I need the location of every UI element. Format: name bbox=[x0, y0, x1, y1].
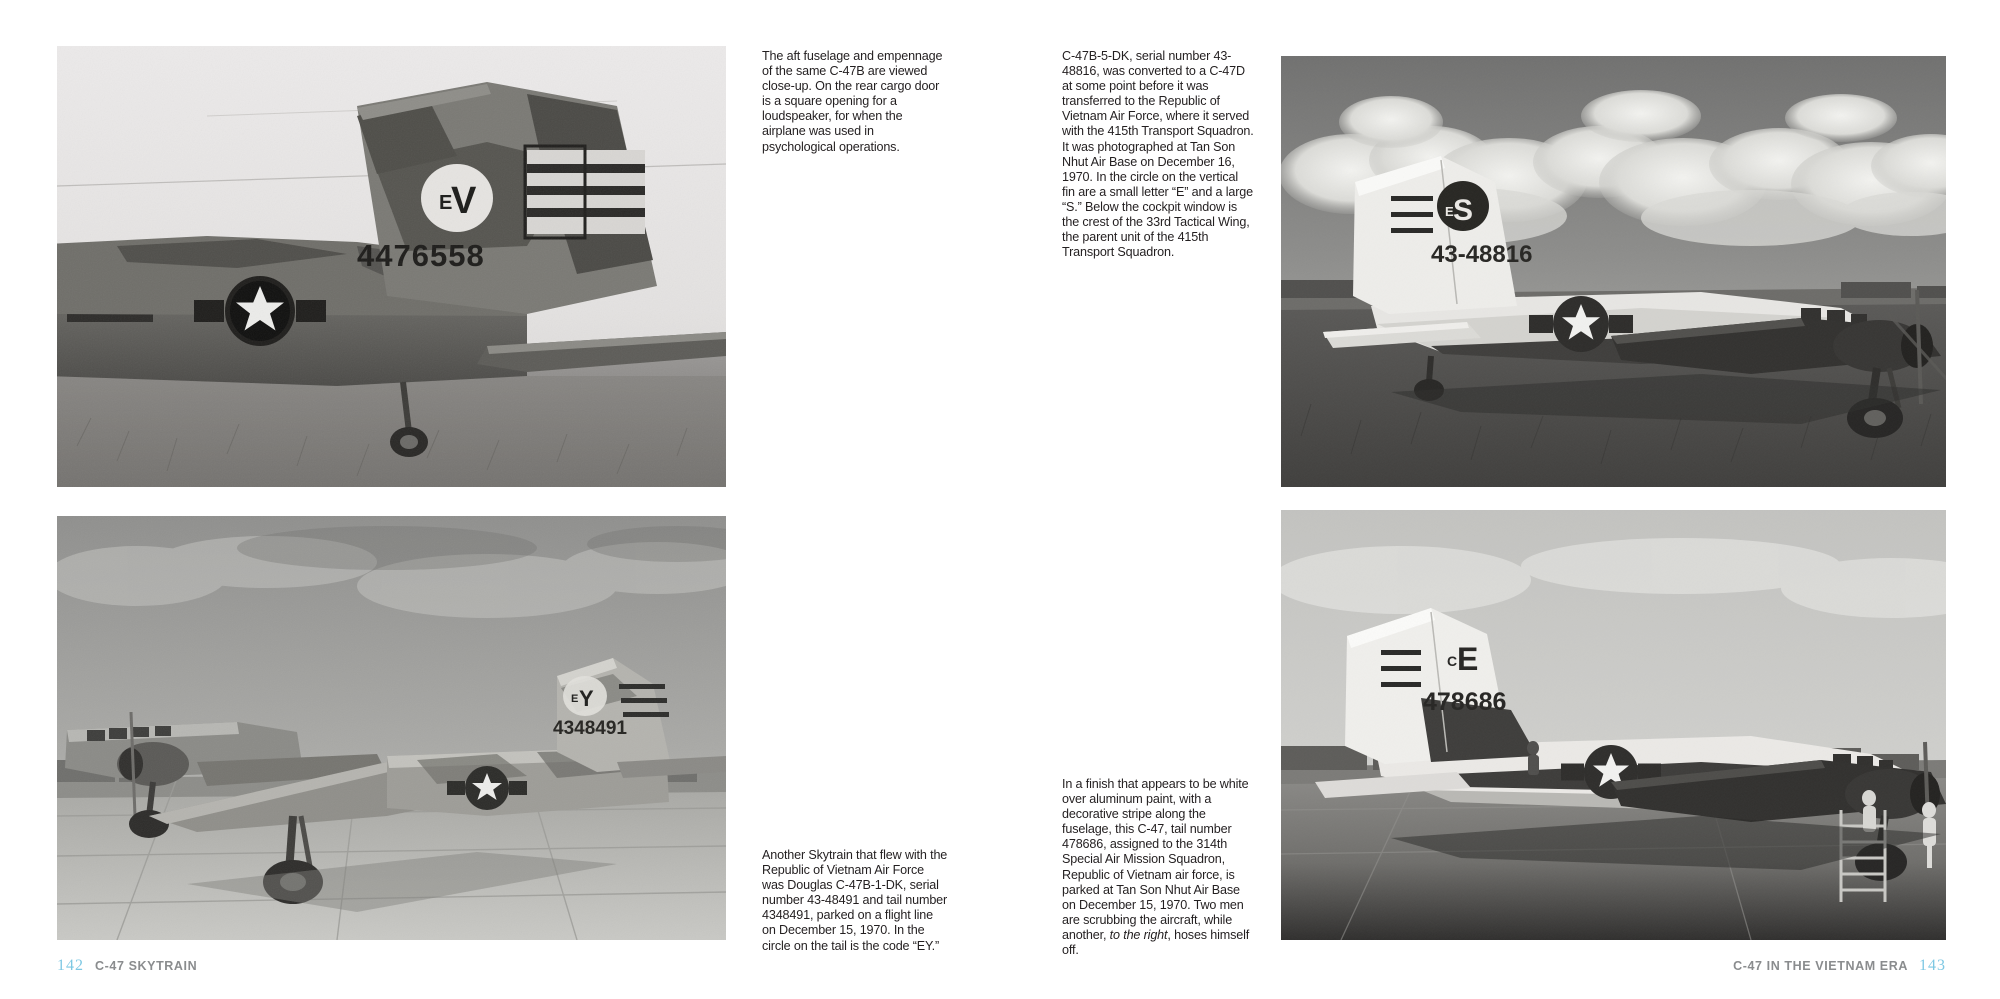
page-number-right: 143 bbox=[1919, 957, 1946, 974]
svg-text:Y: Y bbox=[579, 686, 594, 711]
caption-bottom-right-part2: , hoses himself off. bbox=[1062, 927, 1250, 958]
svg-text:E: E bbox=[1445, 204, 1454, 219]
caption-bottom-right-part1: In a finish that appears to be white over aluminum paint, with a decorative stripe along the fuselage, this C-47, tail number 478686, assigned to the 314th Special Air Mission Squadron, Republic of Vietnam air force, is parked at Tan Son Nhut Air Base on December 15, 1970. Two men are scrubbing the aircraft, while another, bbox=[1062, 777, 1249, 942]
photo-bottom-right bbox=[1281, 510, 1946, 940]
right-page bbox=[1000, 0, 2000, 999]
caption-bottom-right bbox=[1062, 777, 1254, 958]
running-head-left: C-47 SKYTRAIN bbox=[95, 959, 198, 973]
svg-text:43-48816: 43-48816 bbox=[1431, 241, 1533, 268]
photo-bottom-right-image bbox=[1281, 510, 1946, 940]
svg-text:V: V bbox=[451, 180, 477, 222]
svg-text:478686: 478686 bbox=[1423, 688, 1507, 716]
svg-text:4348491: 4348491 bbox=[553, 718, 627, 739]
photo-top-left bbox=[57, 46, 726, 487]
page-number-left: 142 bbox=[57, 957, 84, 974]
svg-text:S: S bbox=[1453, 194, 1474, 227]
photo-top-right-image bbox=[1281, 56, 1946, 487]
svg-text:C: C bbox=[1447, 653, 1458, 669]
photo-top-left-image bbox=[57, 46, 726, 487]
photo-bottom-left bbox=[57, 516, 726, 940]
caption-top-right: C-47B-5-DK, serial number 43-48816, was converted to a C-47D at some point before it was transferred to the Republic of Vietnam Air Force, where it served with the 415th Transport Squadron. It was photographed at Tan Son Nhut Air Base on December 16, 1970. In the circle on the vertical fin are a small letter “E” and a large “S.” Below the cockpit window is the crest of the 33rd Tactical Wing, the parent unit of the 415th Transport Squadron. bbox=[1062, 49, 1254, 260]
caption-bottom-right-italic: to the right bbox=[1109, 927, 1168, 942]
photo-top-right bbox=[1281, 56, 1946, 487]
running-head-right: C-47 IN THE VIETNAM ERA bbox=[1733, 959, 1908, 973]
caption-top-left: The aft fuselage and empennage of the same C-47B are viewed close-up. On the rear cargo door is a square opening for a loudspeaker, for when the airplane was used in psychological operations. bbox=[762, 49, 943, 154]
svg-text:4476558: 4476558 bbox=[357, 238, 485, 273]
svg-text:E: E bbox=[439, 192, 453, 214]
caption-bottom-left: Another Skytrain that flew with the Republic of Vietnam Air Force was Douglas C-47B-1-DK, serial number 43-48491 and tail number 4348491, parked on a flight line on December 15, 1970. In the circle on the tail is the code “EY.” bbox=[762, 848, 948, 953]
svg-text:E: E bbox=[1457, 641, 1479, 677]
svg-text:E: E bbox=[571, 693, 579, 705]
footer-right bbox=[1733, 957, 1946, 975]
photo-bottom-left-image bbox=[57, 516, 726, 940]
footer-left bbox=[57, 957, 197, 975]
